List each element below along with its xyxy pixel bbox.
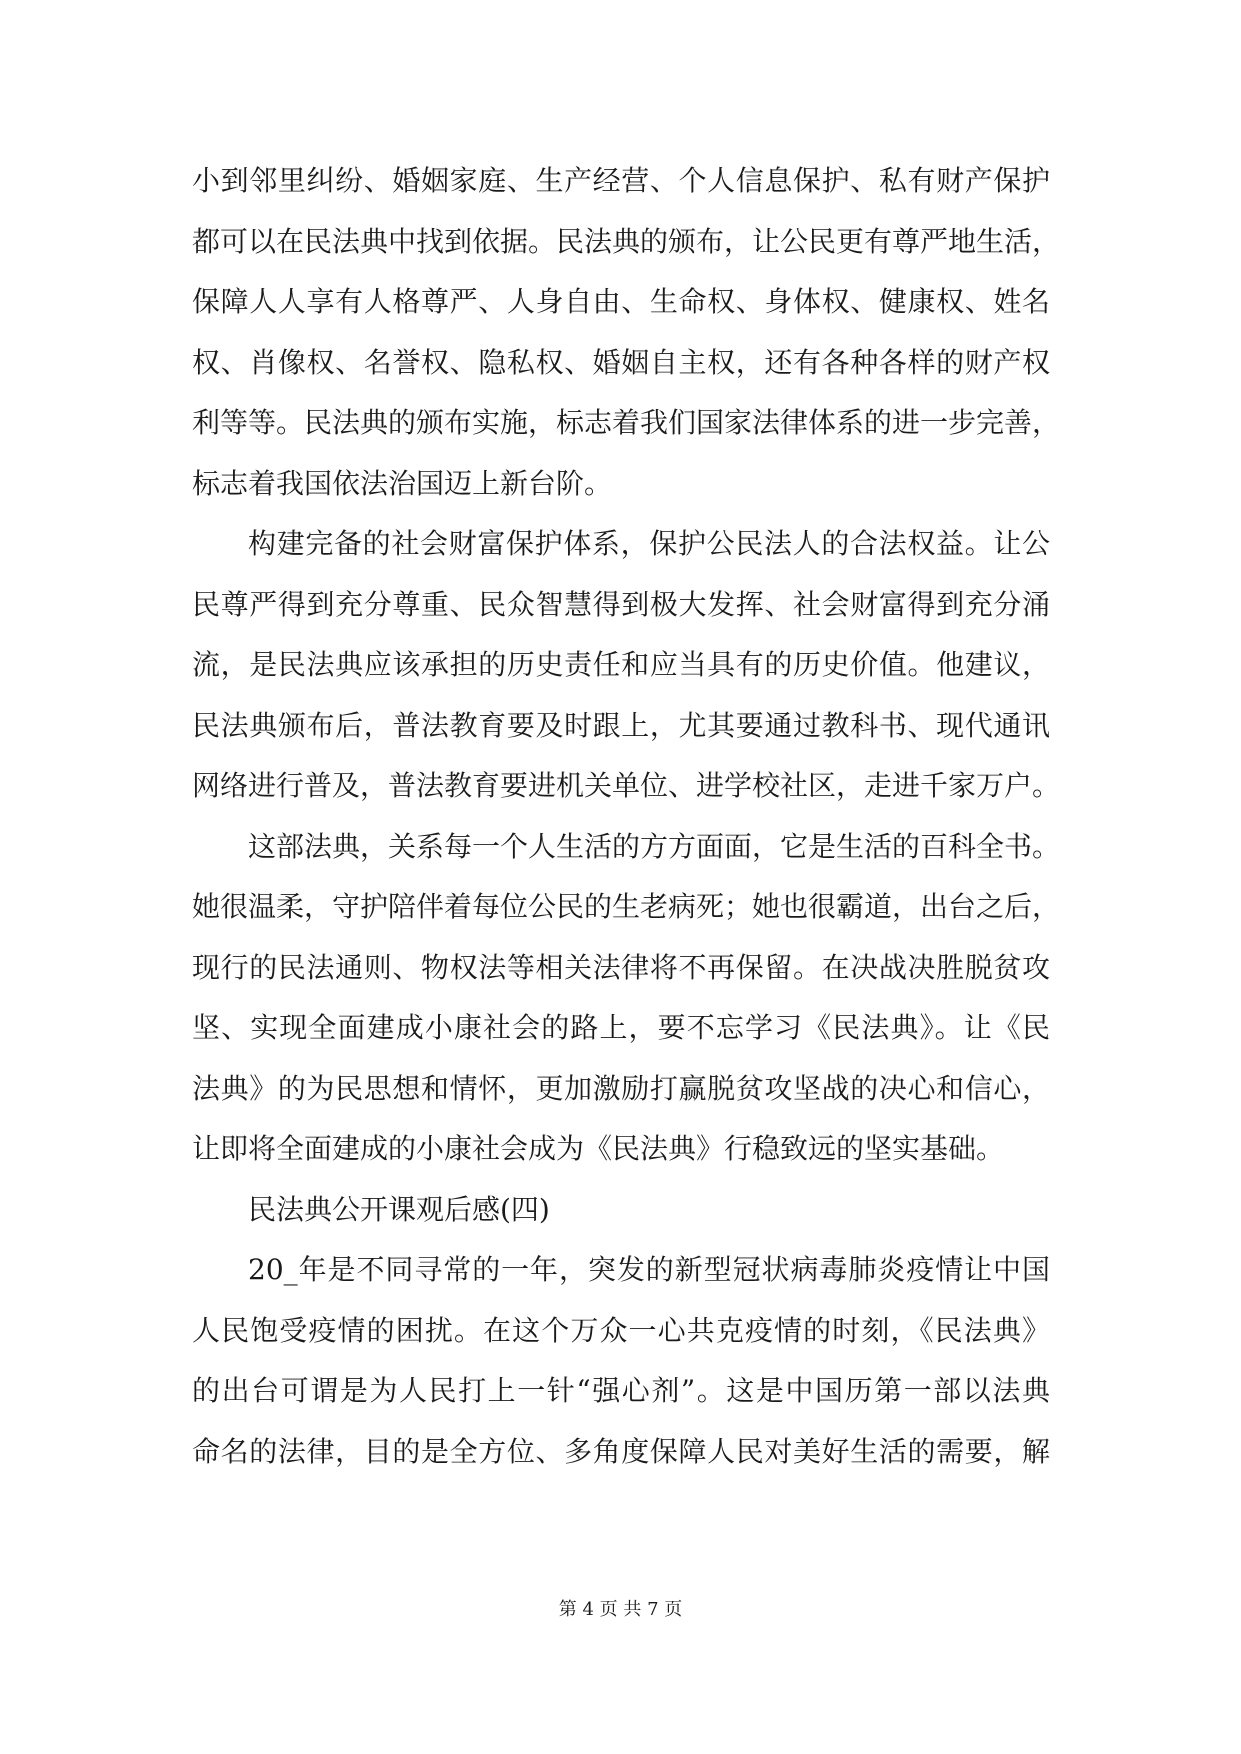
text-line: 小到邻里纠纷、婚姻家庭、生产经营、个人信息保护、私有财产保护 [192,164,1050,197]
text-line: 法典》的为民思想和情怀，更加激励打赢脱贫攻坚战的决心和信心， [192,1071,1050,1105]
text-line: 保障人人享有人格尊严、人身自由、生命权、身体权、健康权、姓名 [192,285,1050,318]
text-line: 网络进行普及，普法教育要进机关单位、进学校社区，走进千家万户。 [192,769,1061,802]
paragraph-first-line: 构建完备的社会财富保护体系，保护公民法人的合法权益。让公 [248,527,1050,560]
text-line: 她很温柔，守护陪伴着每位公民的生老病死；她也很霸道，出台之后， [192,890,1061,923]
page-number: 第 4 页 共 7 页 [558,1599,683,1620]
text-line: 让即将全面建成的小康社会成为《民法典》行稳致远的坚实基础。 [192,1132,1005,1165]
text-line: 权、肖像权、名誉权、隐私权、婚姻自主权，还有各种各样的财产权 [192,345,1050,379]
text-line: 的出台可谓是为人民打上一针“强心剂”。这是中国历第一部以法典 [192,1374,1050,1407]
text-line: 命名的法律，目的是全方位、多角度保障人民对美好生活的需要，解 [192,1434,1050,1468]
text-line: 都可以在民法典中找到依据。民法典的颁布，让公民更有尊严地生活， [192,224,1061,258]
paragraph-first-line: 20_年是不同寻常的一年，突发的新型冠状病毒肺炎疫情让中国 [248,1253,1050,1286]
text-line: 现行的民法通则、物权法等相关法律将不再保留。在决战决胜脱贫攻 [192,950,1050,984]
text-line: 民法典颁布后，普法教育要及时跟上，尤其要通过教科书、现代通讯 [192,708,1050,742]
text-line: 利等等。民法典的颁布实施，标志着我们国家法律体系的进一步完善， [192,406,1061,439]
text-line: 民尊严得到充分尊重、民众智慧得到极大发挥、社会财富得到充分涌 [192,587,1050,621]
paragraph-first-line: 这部法典，关系每一个人生活的方方面面，它是生活的百科全书。 [248,829,1061,863]
text-line: 流，是民法典应该承担的历史责任和应当具有的历史价值。他建议， [192,648,1050,681]
text-line: 人民饱受疫情的困扰。在这个万众一心共克疫情的时刻，《民法典》 [192,1313,1050,1347]
text-line: 坚、实现全面建成小康社会的路上，要不忘学习《民法典》。让《民 [192,1011,1050,1044]
document-body [192,158,1061,1489]
section-heading: 民法典公开课观后感(四) [248,1192,550,1226]
text-line: 标志着我国依法治国迈上新台阶。 [192,466,613,500]
